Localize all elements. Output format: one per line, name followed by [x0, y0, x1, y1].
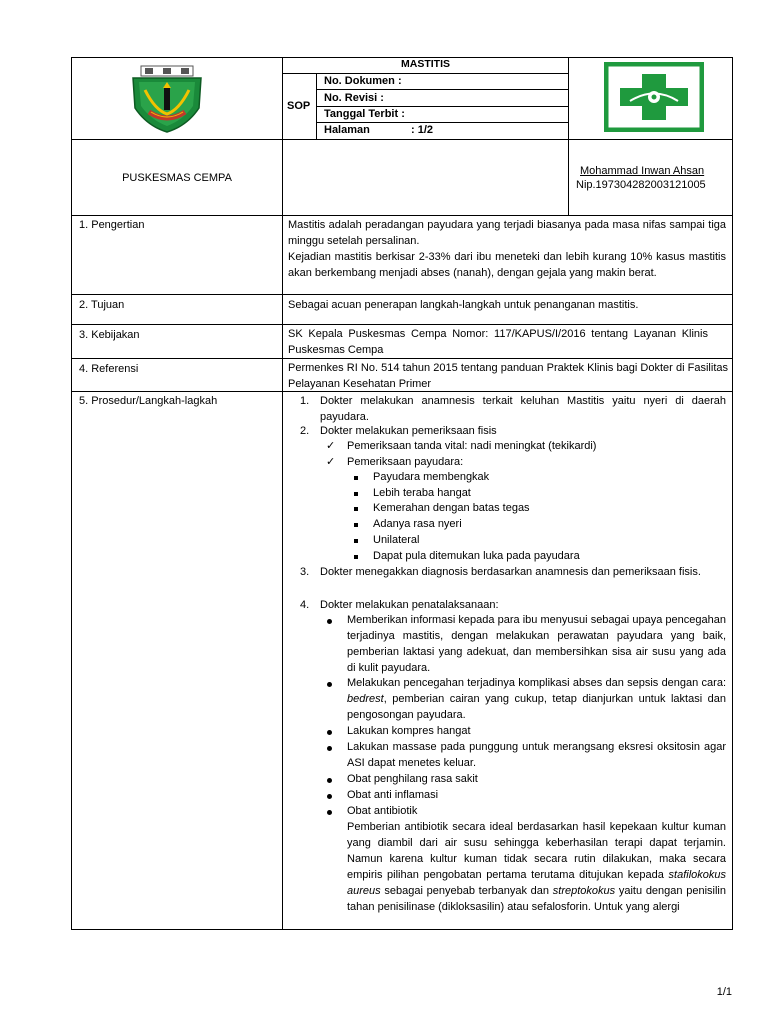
checkmark-icon — [326, 454, 335, 470]
divider-row3 — [71, 358, 733, 359]
treatment-item-massase: Lakukan massase pada punggung untuk merangsang eksresi oksitosin agar ASI dapat menetes keluar. — [347, 741, 726, 769]
checkmark-icon — [326, 438, 335, 454]
antibiotik-text-c: yaitu dengan penisilin tahan penisilinase (dikloksasilin) atau sefalosforin. Untuk yang alergi — [347, 885, 726, 913]
puskesmas-logo — [604, 62, 704, 132]
step-2-text: Dokter melakukan pemeriksaan fisis — [320, 425, 497, 437]
antibiotik-text-a: Pemberian antibiotik secara ideal berdasarkan hasil kepekaan kultur kuman yang diambil dari air susu sehingga keberhasilan terapi dapat terjamin. Namun karena kultur kuman tidak secara rutin dilakukan, maka secara empiris pilihan pengobatan pertama terutama ditujukan kepada — [347, 821, 726, 881]
tujuan-text: Sebagai acuan penerapan langkah-langkah untuk penanganan mastitis. — [288, 299, 639, 311]
label-tujuan: 2. Tujuan — [79, 299, 125, 311]
bullet-icon — [327, 778, 332, 783]
square-bullet-icon — [354, 523, 358, 527]
finding-item: Unilateral — [373, 534, 420, 546]
pencegahan-text-a: Melakukan pencegahan terjadinya komplikasi abses dan sepsis dengan cara: — [347, 677, 726, 689]
step-3-number: 3. — [300, 566, 310, 578]
check-item-vital: Pemeriksaan tanda vital: nadi meningkat (tekikardi) — [347, 440, 597, 452]
referensi-text: Permenkes RI No. 514 tahun 2015 tentang panduan Praktek Klinis bagi Dokter di Fasilitas Pelayanan Kesehatan Primer — [288, 362, 728, 390]
organization-name: PUSKESMAS CEMPA — [122, 172, 232, 184]
antibiotik-text-italic-1: stafilokokus aureus — [347, 869, 726, 897]
divider-row1 — [71, 294, 733, 295]
bullet-icon — [327, 746, 332, 751]
antibiotik-text-b: sebagai penyebab terbanyak dan — [380, 885, 553, 897]
treatment-item-antiinflamasi: Obat anti inflamasi — [347, 789, 439, 801]
antibiotik-paragraph — [347, 819, 726, 915]
step-2-number: 2. — [300, 425, 310, 437]
halaman-value: : 1/2 — [411, 124, 434, 136]
pencegahan-text-b: , pemberian cairan yang cukup, tetap dianjurkan untuk laktasi dan pengosongan payudara. — [347, 693, 726, 721]
kebijakan-text: SK Kepala Puskesmas Cempa Nomor: 117/KAPUS/I/2016 tentang Layanan Klinis Puskesmas Cempa — [288, 328, 708, 356]
pengertian-text-2: Kejadian mastitis berkisar 2-33% dari ibu meneteki dan lebih kurang 10% kasus mastitis akan berkembang menjadi abses (nanah), dengan gejala yang makin berat. — [288, 251, 726, 279]
finding-item: Kemerahan dengan batas tegas — [373, 502, 530, 514]
finding-item: Dapat pula ditemukan luka pada payudara — [373, 550, 580, 562]
step-4-text: Dokter melakukan penatalaksanaan: — [320, 599, 499, 611]
divider-header — [71, 139, 733, 140]
square-bullet-icon — [354, 507, 358, 511]
finding-item: Lebih teraba hangat — [373, 487, 471, 499]
step-4-number: 4. — [300, 599, 310, 611]
bullet-icon — [327, 730, 332, 735]
square-bullet-icon — [354, 539, 358, 543]
divider-org — [71, 215, 733, 216]
square-bullet-icon — [354, 476, 358, 480]
square-bullet-icon — [354, 555, 358, 559]
treatment-item-kompres: Lakukan kompres hangat — [347, 725, 471, 737]
label-pengertian: 1. Pengertian — [79, 219, 145, 231]
pencegahan-text-italic: bedrest — [347, 693, 384, 705]
step-1-number: 1. — [300, 395, 310, 407]
bullet-icon — [327, 810, 332, 815]
treatment-item-pencegahan — [347, 675, 726, 723]
no-dokumen-label: No. Dokumen : — [324, 75, 402, 87]
divider-row2 — [71, 324, 733, 325]
page-number: 1/1 — [716, 986, 732, 998]
label-kebijakan: 3. Kebijakan — [79, 329, 140, 341]
table-border-right — [732, 57, 733, 930]
table-border-bottom — [71, 929, 733, 930]
square-bullet-icon — [354, 492, 358, 496]
step-1-text: Dokter melakukan anamnesis terkait keluhan Mastitis yaitu nyeri di daerah payudara. — [320, 395, 726, 423]
bullet-icon — [327, 794, 332, 799]
check-item-payudara: Pemeriksaan payudara: — [347, 456, 464, 468]
signer-name: Mohammad Inwan Ahsan — [580, 165, 705, 177]
bullet-icon — [327, 682, 332, 687]
divider-col1 — [282, 57, 283, 930]
halaman-label: Halaman — [324, 124, 370, 136]
antibiotik-text-italic-2: streptokokus — [552, 885, 616, 897]
document-title: MASTITIS — [401, 58, 450, 70]
divider-col-logo — [568, 57, 569, 216]
sop-label: SOP — [287, 100, 311, 112]
label-prosedur: 5. Prosedur/Langkah-lagkah — [79, 395, 218, 407]
finding-item: Payudara membengkak — [373, 471, 490, 483]
treatment-item-antibiotik: Obat antibiotik — [347, 805, 418, 817]
label-referensi: 4. Referensi — [79, 363, 139, 375]
tanggal-terbit-label: Tanggal Terbit : — [324, 108, 405, 120]
finding-item: Adanya rasa nyeri — [373, 518, 462, 530]
bullet-icon — [327, 619, 332, 624]
regency-emblem — [127, 64, 207, 134]
no-revisi-label: No. Revisi : — [324, 92, 384, 104]
treatment-item-info: Memberikan informasi kepada para ibu menyusui sebagai upaya pencegahan terjadinya mastitis, dengan melakukan perawatan payudara yang baik, pemberian laktasi yang adekuat, dan membersihkan sisa air susu yang ada di kulit payudara. — [347, 614, 726, 674]
table-border-left — [71, 57, 72, 930]
pengertian-text-1: Mastitis adalah peradangan payudara yang terjadi biasanya pada masa nifas sampai tiga minggu setelah persalinan. — [288, 219, 726, 247]
step-3-text: Dokter menegakkan diagnosis berdasarkan anamnesis dan pemeriksaan fisis. — [320, 566, 701, 578]
treatment-item-analgesic: Obat penghilang rasa sakit — [347, 773, 478, 785]
signer-nip: Nip.197304282003121005 — [576, 179, 706, 191]
